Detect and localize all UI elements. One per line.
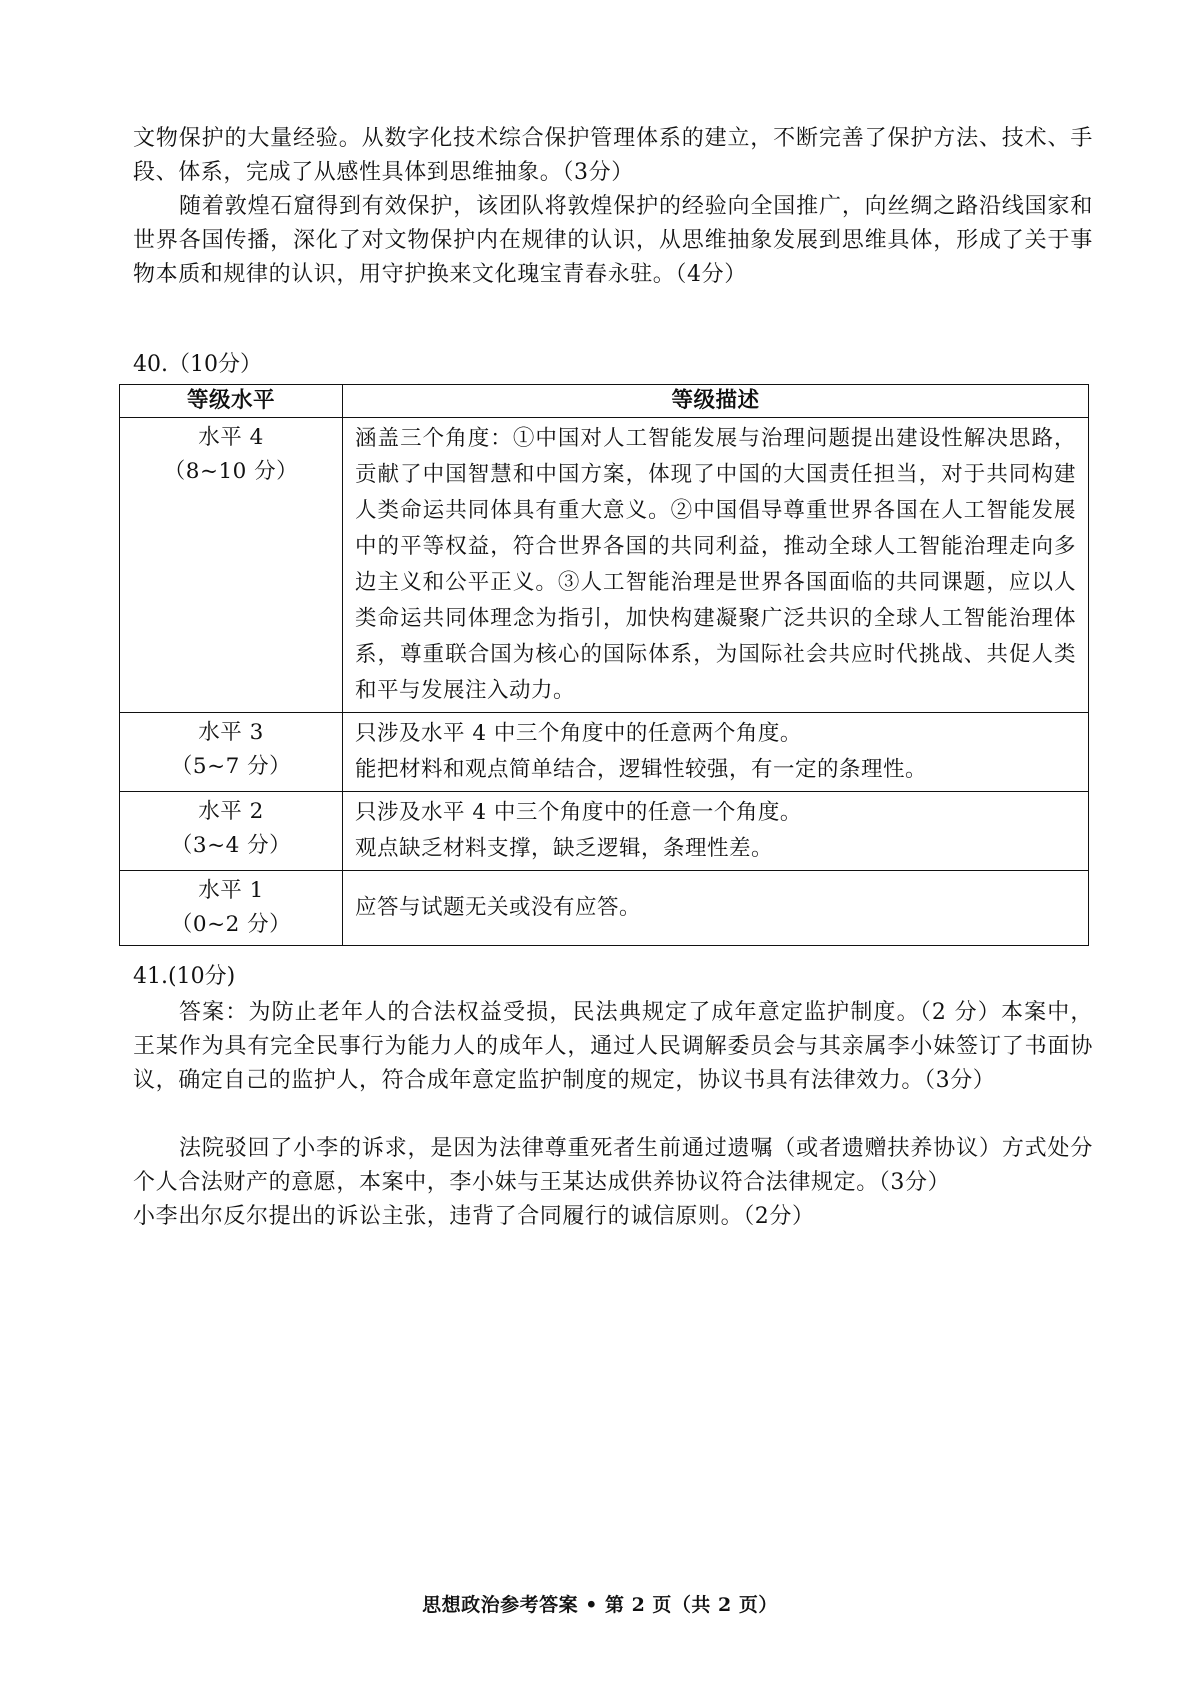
description-line: 应答与试题无关或没有应答。	[355, 895, 642, 920]
description-line: 能把材料和观点简单结合，逻辑性较强，有一定的条理性。	[355, 757, 928, 782]
table-row	[120, 792, 1089, 871]
level-cell	[120, 418, 343, 713]
level-cell	[120, 871, 343, 946]
description-line: 观点缺乏材料支撑，缺乏逻辑，条理性差。	[355, 836, 774, 861]
q41-paragraph-2: 法院驳回了小李的诉求，是因为法律尊重死者生前通过遗嘱（或者遗赠扶养协议）方式处分个人合法财产的意愿，本案中，李小妹与王某达成供养协议符合法律规定。（3分）	[133, 1136, 1093, 1195]
q39-paragraph-2: 随着敦煌石窟得到有效保护，该团队将敦煌保护的经验向全国推广，向丝绸之路沿线国家和世界各国传播，深化了对文物保护内在规律的认识，从思维抽象发展到思维具体，形成了关于事物本质和规律的认识，用守护换来文化瑰宝青春永驻。（4分）	[133, 194, 1093, 287]
level-score: （3~4 分）	[170, 833, 292, 858]
description-cell	[343, 713, 1089, 792]
header-description: 等级描述	[343, 385, 1089, 418]
level-score: （0~2 分）	[170, 912, 292, 937]
level-cell	[120, 792, 343, 871]
level-name: 水平 4	[198, 425, 264, 450]
q40-heading: 40.（10分）	[133, 352, 262, 377]
description-line: 涵盖三个角度：①中国对人工智能发展与治理问题提出建设性解决思路，贡献了中国智慧和中国方案，体现了中国的大国责任担当，对于共同构建人类命运共同体具有重大意义。②中国倡导尊重世界各国在人工智能发展中的平等权益，符合世界各国的共同利益，推动全球人工智能治理走向多边主义和公平正义。③人工智能治理是世界各国面临的共同课题，应以人类命运共同体理念为指引，加快构建凝聚广泛共识的全球人工智能治理体系，尊重联合国为核心的国际体系，为国际社会共应时代挑战、共促人类和平与发展注入动力。	[355, 426, 1076, 703]
level-name: 水平 2	[198, 799, 264, 824]
table-header-row	[120, 385, 1089, 418]
description-line: 只涉及水平 4 中三个角度中的任意两个角度。	[355, 721, 802, 746]
q39-paragraph-1: 文物保护的大量经验。从数字化技术综合保护管理体系的建立，不断完善了保护方法、技术、手段、体系，完成了从感性具体到思维抽象。（3分）	[133, 126, 1093, 185]
description-line: 只涉及水平 4 中三个角度中的任意一个角度。	[355, 800, 802, 825]
table-row	[120, 418, 1089, 713]
q41-paragraph-3: 小李出尔反尔提出的诉讼主张，违背了合同履行的诚信原则。（2分）	[133, 1204, 815, 1229]
page-footer: 思想政治参考答案 • 第 2 页（共 2 页）	[422, 1594, 778, 1616]
table-row	[120, 713, 1089, 792]
level-score: （8~10 分）	[163, 459, 299, 484]
level-name: 水平 3	[198, 720, 264, 745]
description-cell	[343, 871, 1089, 946]
q41-heading: 41.(10分)	[133, 964, 236, 989]
description-cell	[343, 418, 1089, 713]
level-name: 水平 1	[198, 878, 264, 903]
header-level: 等级水平	[120, 385, 343, 418]
q41-paragraph-1: 答案：为防止老年人的合法权益受损，民法典规定了成年意定监护制度。（2 分）本案中，王某作为具有完全民事行为能力人的成年人，通过人民调解委员会与其亲属李小妹签订了书面协议，确定自己的监护人，符合成年意定监护制度的规定，协议书具有法律效力。（3分）	[133, 1000, 1093, 1093]
table-row	[120, 871, 1089, 946]
level-cell	[120, 713, 343, 792]
grading-table	[119, 384, 1089, 946]
description-cell	[343, 792, 1089, 871]
level-score: （5~7 分）	[170, 754, 292, 779]
